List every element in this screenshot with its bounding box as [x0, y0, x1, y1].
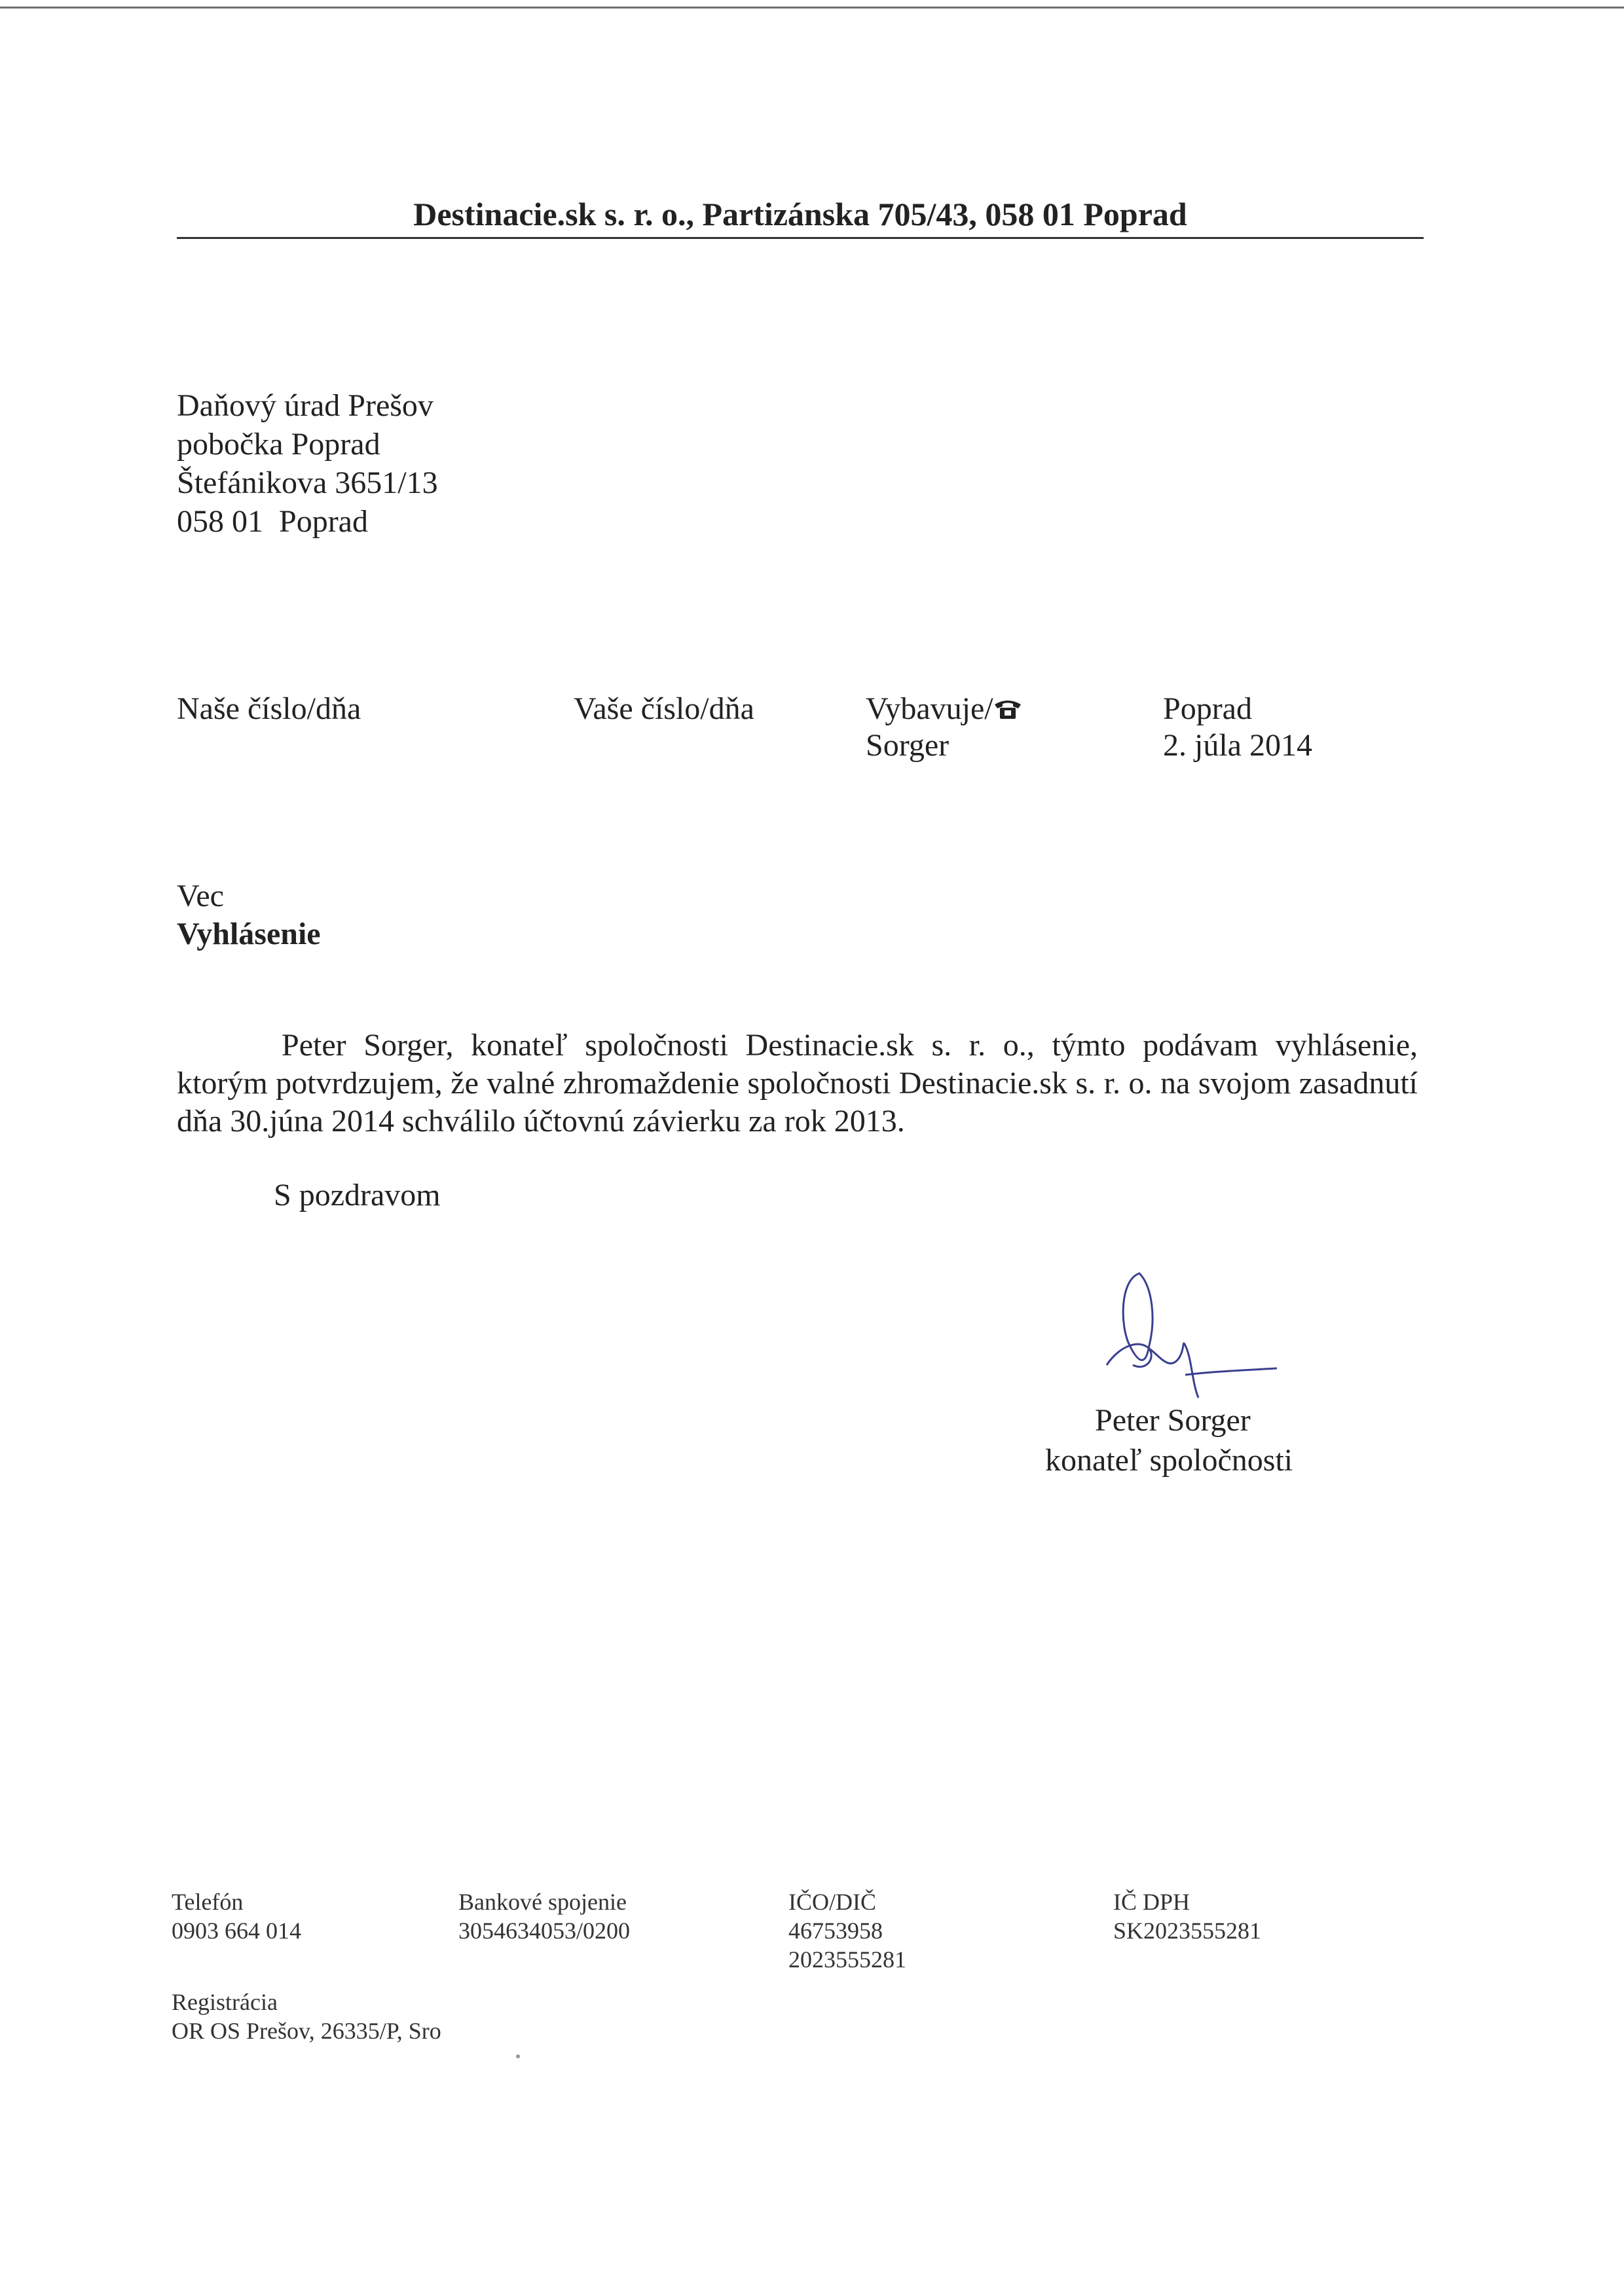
- subject-block: [177, 877, 321, 953]
- footer-ic-dph: [1113, 1887, 1261, 1945]
- reference-vase-cislo: [574, 691, 754, 727]
- ico-label: IČO/DIČ: [788, 1889, 876, 1915]
- recipient-address: [177, 386, 438, 541]
- letterhead-divider: [177, 237, 1424, 239]
- phone-icon: [993, 692, 1022, 714]
- body-paragraph: Peter Sorger, konateľ spoločnosti Destinacie.sk s. r. o., týmto podávam vyhlásenie, ktorým potvrdzujem, že valné zhromaždenie spoločnosti Destinacie.sk s. r. o. na svojom zasadnutí dňa 30.júna 2014 schválilo účtovnú závierku za rok 2013.: [177, 1028, 1418, 1139]
- registracia-label: Registrácia: [172, 1989, 278, 2015]
- handwritten-signature: [1094, 1267, 1303, 1411]
- registracia-value: OR OS Prešov, 26335/P, Sro: [172, 2018, 441, 2044]
- recipient-line-city: 058 01 Poprad: [177, 504, 368, 539]
- reference-nase-cislo: [177, 691, 361, 727]
- greeting: S pozdravom: [274, 1178, 441, 1212]
- top-scan-edge-line: [0, 7, 1624, 9]
- footer-telefon: [172, 1887, 301, 1945]
- bank-label: Bankové spojenie: [458, 1889, 627, 1915]
- icdph-label: IČ DPH: [1113, 1889, 1190, 1915]
- signer-name: Peter Sorger: [1095, 1403, 1251, 1438]
- recipient-line-office: Daňový úrad Prešov: [177, 388, 434, 423]
- telefon-label: Telefón: [172, 1889, 244, 1915]
- vybavuje-value: Sorger: [866, 728, 950, 763]
- footer-registracia: [172, 1988, 441, 2045]
- recipient-line-street: Štefánikova 3651/13: [177, 465, 438, 500]
- footer-ico-dic: [788, 1887, 906, 1974]
- recipient-line-branch: pobočka Poprad: [177, 427, 380, 462]
- vybavuje-label-row: [866, 691, 1022, 727]
- signer-role: konateľ spoločnosti: [1045, 1443, 1293, 1478]
- place: Poprad: [1163, 691, 1252, 726]
- vybavuje-label: Vybavuje/: [866, 691, 993, 726]
- bank-value: 3054634053/0200: [458, 1918, 631, 1944]
- icdph-value: SK2023555281: [1113, 1918, 1262, 1944]
- nase-cislo-label: Naše číslo/dňa: [177, 691, 361, 726]
- scan-speck: [516, 2054, 520, 2058]
- telefon-value: 0903 664 014: [172, 1918, 301, 1944]
- subject-title: Vyhlásenie: [177, 917, 321, 951]
- reference-place-date: [1163, 691, 1312, 764]
- reference-vybavuje: [866, 691, 1022, 764]
- dic-value: 2023555281: [788, 1946, 906, 1973]
- subject-label: Vec: [177, 879, 224, 913]
- letter-date: 2. júla 2014: [1163, 728, 1312, 763]
- ico-value: 46753958: [788, 1918, 883, 1944]
- vase-cislo-label: Vaše číslo/dňa: [574, 691, 754, 726]
- letterhead-company-line: Destinacie.sk s. r. o., Partizánska 705/43, 058 01 Poprad: [413, 196, 1187, 232]
- footer-bank: [458, 1887, 630, 1945]
